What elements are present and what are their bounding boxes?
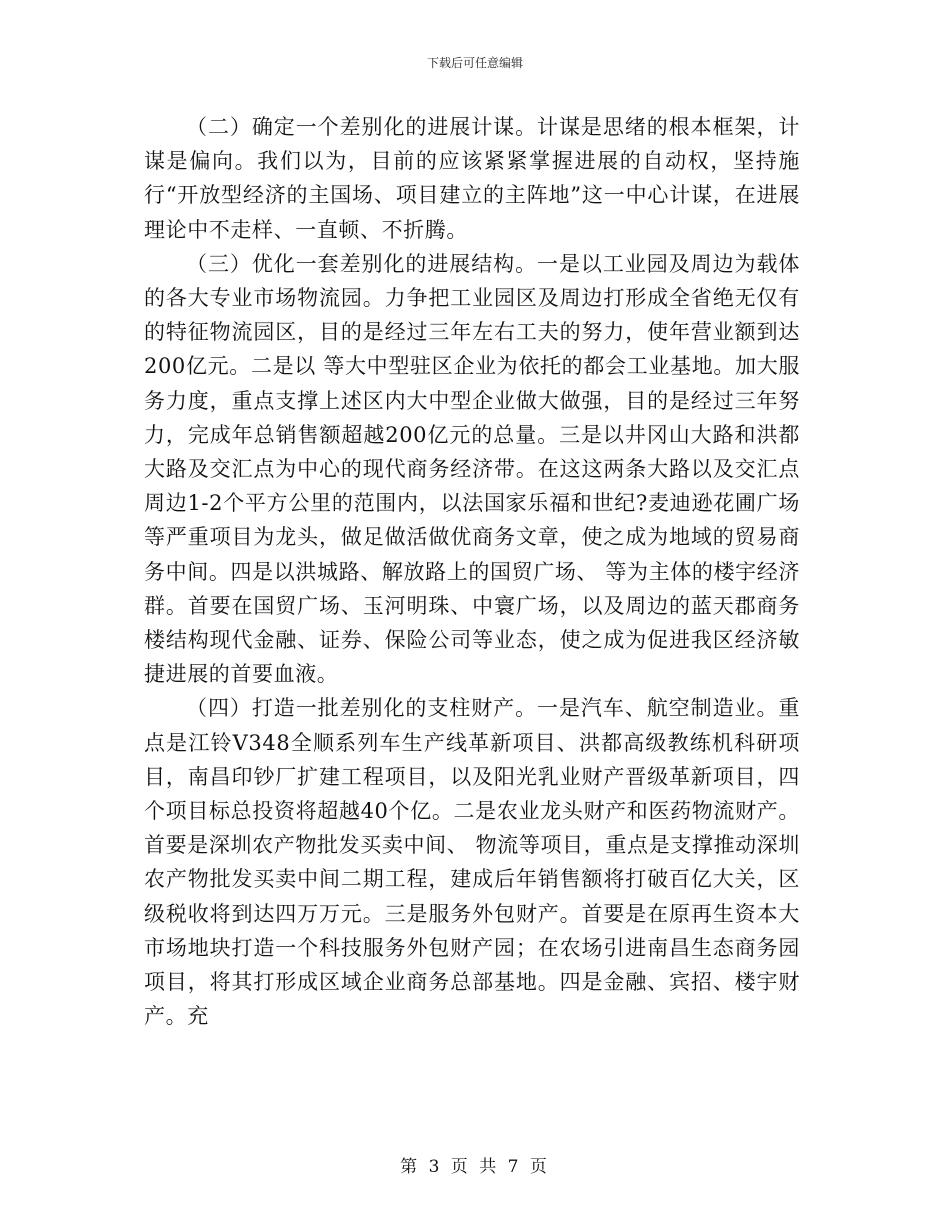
page-number: 第 3 页 共 7 页	[400, 1157, 550, 1177]
page-header-note: 下载后可任意编辑	[426, 56, 523, 70]
paragraph-industries: （四）打造一批差别化的支柱财产。一是汽车、航空制造业。重点是江铃V348全顺系列车生产线革新项目、洪都高级教练机科研项目，南昌印钞厂扩建工程项目，以及阳光乳业财产晋级革新项目，四个项目标总投资将超越40个亿。二是农业龙头财产和医药物流财产。首要是深圳农产物批发买卖中间、 物流等项目，重点是支撑推动深圳农产物批发买卖中间二期工程，建成后年销售额将打破百亿大关，区级税收将到达四万万元。三是服务外包财产。首要是在原再生资本大市场地块打造一个科技服务外包财产园；在农场引进南昌生态商务园项目，将其打形成区域企业商务总部基地。四是金融、宾招、楼宇财产。充	[144, 696, 800, 1029]
document-body	[144, 110, 800, 1033]
paragraph-layout: （三）优化一套差别化的进展结构。一是以工业园及周边为载体的各大专业市场物流园。力争把工业园区及周边打形成全省绝无仅有的特征物流园区，目的是经过三年左右工夫的努力，使年营业额到达200亿元。二是以 等大中型驻区企业为依托的都会工业基地。加大服务力度，重点支撑上述区内大中型企业做大做强，目的是经过三年努力，完成年总销售额超越200亿元的总量。三是以井冈山大路和洪都大路及交汇点为中心的现代商务经济带。在这这两条大路以及交汇点周边1-2个平方公里的范围内，以法国家乐福和世纪?麦迪逊花圃广场等严重项目为龙头，做足做活做优商务文章，使之成为地域的贸易商务中间。四是以洪城路、解放路上的国贸广场、 等为主体的楼宇经济群。首要在国贸广场、玉河明珠、中寰广场，以及周边的蓝天郡商务楼结构现代金融、证券、保险公司等业态，使之成为促进我区经济敏捷进展的首要血液。	[144, 251, 800, 687]
paragraph-strategy: （二）确定一个差别化的进展计谋。计谋是思绪的根本框架，计谋是偏向。我们以为，目前的应该紧紧掌握进展的自动权，坚持施行“开放型经济的主国场、项目建立的主阵地”这一中心计谋，在进展理论中不走样、一直顿、不折腾。	[144, 115, 800, 242]
